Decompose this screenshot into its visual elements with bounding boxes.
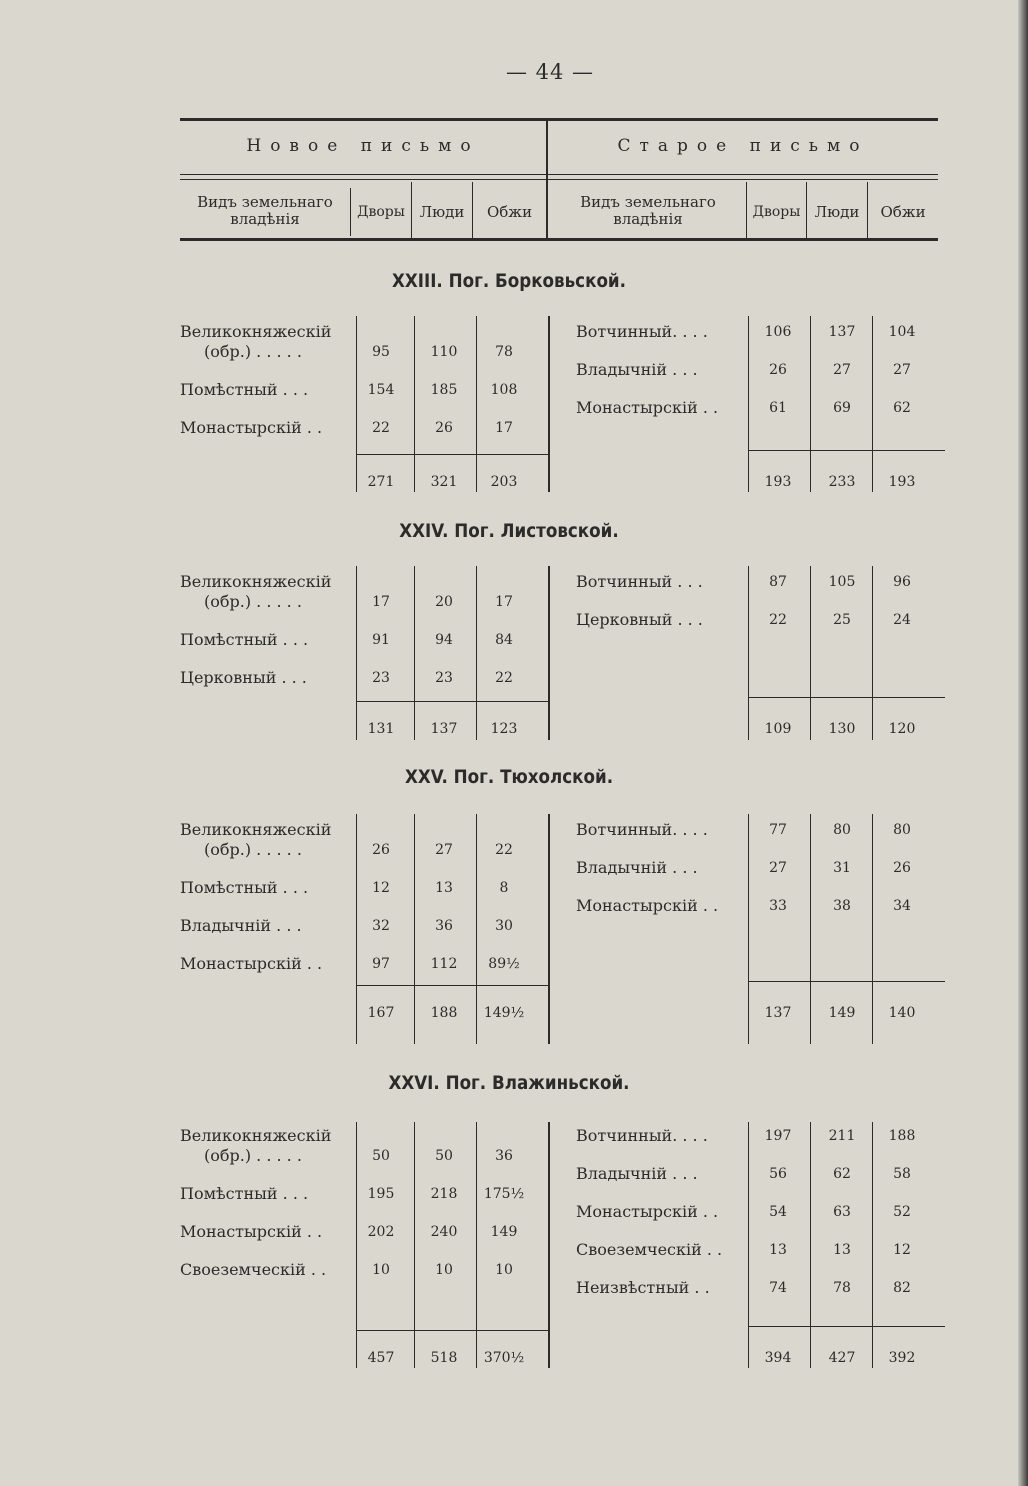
row-label: Великокняжескій	[180, 572, 332, 591]
column-rule	[810, 566, 811, 740]
table-cell: 97	[372, 956, 390, 972]
table-cell: 80	[833, 822, 851, 838]
row-label: Помѣстный . . .	[180, 630, 309, 649]
column-rule	[356, 566, 357, 740]
table-cell: 10	[372, 1262, 390, 1278]
row-label: Монастырскій . .	[576, 896, 719, 915]
table-cell: 78	[495, 344, 513, 360]
table-cell: 80	[893, 822, 911, 838]
row-label: Помѣстный . . .	[180, 1184, 309, 1203]
table-cell: 211	[828, 1128, 856, 1144]
column-rule	[548, 814, 550, 1044]
col-header-type-new: Видъ земельнаго владѣнія	[197, 193, 333, 228]
column-rule	[748, 566, 749, 740]
table-cell: 112	[430, 956, 458, 972]
page-edge	[1018, 0, 1028, 1486]
old-letter-header: Старое письмо	[617, 136, 869, 156]
row-label: (обр.) . . . . .	[204, 1146, 302, 1165]
col-header-obzhi-new: Обжи	[486, 203, 533, 221]
table-header	[180, 118, 938, 244]
table-cell: 62	[833, 1166, 851, 1182]
row-label: Владычній . . .	[180, 916, 302, 935]
table-cell: 8	[499, 880, 509, 896]
table-cell: 25	[833, 612, 851, 628]
table-cell: 58	[893, 1166, 911, 1182]
total-cell: 457	[367, 1350, 395, 1366]
col-header-people-new: Люди	[419, 203, 465, 221]
row-label: Помѣстный . . .	[180, 380, 309, 399]
row-label: (обр.) . . . . .	[204, 840, 302, 859]
total-cell: 271	[367, 474, 395, 490]
section-title: XXIV. Пог. Листовской.	[399, 520, 619, 542]
table-cell: 30	[495, 918, 513, 934]
table-cell: 36	[435, 918, 453, 934]
col-header-yards-new: Дворы	[357, 204, 405, 220]
row-label: Церковный . . .	[180, 668, 307, 687]
table-cell: 96	[893, 574, 911, 590]
table-cell: 33	[769, 898, 787, 914]
column-rule	[810, 1122, 811, 1368]
table-cell: 22	[769, 612, 787, 628]
table-cell: 94	[435, 632, 453, 648]
col-header-type-old: Видъ земельнаго владѣнія	[580, 193, 716, 228]
table-cell: 32	[372, 918, 390, 934]
table-cell: 17	[495, 594, 513, 610]
row-label: Вотчинный. . . .	[576, 322, 708, 341]
table-cell: 62	[893, 400, 911, 416]
total-rule	[357, 701, 548, 702]
total-cell: 149½	[483, 1005, 525, 1021]
total-cell: 203	[490, 474, 518, 490]
total-cell: 233	[828, 474, 856, 490]
table-cell: 12	[372, 880, 390, 896]
total-cell: 394	[764, 1350, 792, 1366]
table-cell: 77	[769, 822, 787, 838]
row-label: Помѣстный . . .	[180, 878, 309, 897]
table-cell: 95	[372, 344, 390, 360]
column-rule	[356, 316, 357, 492]
table-cell: 185	[430, 382, 458, 398]
table-cell: 84	[495, 632, 513, 648]
table-cell: 34	[893, 898, 911, 914]
total-rule	[357, 1330, 548, 1331]
table-cell: 61	[769, 400, 787, 416]
table-cell: 78	[833, 1280, 851, 1296]
table-cell: 154	[367, 382, 395, 398]
table-cell: 63	[833, 1204, 851, 1220]
row-label: Вотчинный. . . .	[576, 1126, 708, 1145]
table-cell: 27	[833, 362, 851, 378]
total-cell: 321	[430, 474, 458, 490]
table-cell: 23	[435, 670, 453, 686]
table-cell: 31	[833, 860, 851, 876]
table-cell: 17	[372, 594, 390, 610]
table-cell: 89½	[488, 956, 520, 972]
page-number: — 44 —	[505, 60, 595, 84]
table-cell: 137	[828, 324, 856, 340]
total-rule	[749, 450, 945, 451]
total-cell: 149	[828, 1005, 856, 1021]
table-cell: 12	[893, 1242, 911, 1258]
col-header-obzhi-old: Обжи	[880, 203, 926, 221]
table-cell: 17	[495, 420, 513, 436]
column-rule	[476, 316, 477, 492]
table-cell: 26	[769, 362, 787, 378]
row-label: Великокняжескій	[180, 322, 332, 341]
row-label: Монастырскій . .	[180, 954, 323, 973]
column-rule	[810, 814, 811, 1044]
table-cell: 106	[764, 324, 792, 340]
row-label: Неизвѣстный . .	[576, 1278, 710, 1297]
total-cell: 109	[764, 721, 792, 737]
total-cell: 370½	[483, 1350, 525, 1366]
total-cell: 137	[430, 721, 458, 737]
table-cell: 175½	[483, 1186, 525, 1202]
table-cell: 110	[430, 344, 458, 360]
row-label: Монастырскій . .	[180, 1222, 323, 1241]
table-cell: 108	[490, 382, 518, 398]
total-cell: 193	[764, 474, 792, 490]
row-label: Вотчинный . . .	[576, 572, 703, 591]
row-label: Владычній . . .	[576, 360, 698, 379]
table-cell: 149	[490, 1224, 518, 1240]
total-rule	[357, 454, 548, 455]
row-label: Великокняжескій	[180, 820, 332, 839]
table-cell: 13	[435, 880, 453, 896]
column-rule	[476, 566, 477, 740]
total-cell: 188	[430, 1005, 458, 1021]
total-cell: 131	[367, 721, 395, 737]
table-cell: 54	[769, 1204, 787, 1220]
column-rule	[810, 316, 811, 492]
table-cell: 24	[893, 612, 911, 628]
table-cell: 69	[833, 400, 851, 416]
section-title: XXVI. Пог. Влажиньской.	[388, 1072, 630, 1094]
table-cell: 27	[769, 860, 787, 876]
total-cell: 123	[490, 721, 518, 737]
table-cell: 26	[893, 860, 911, 876]
table-cell: 22	[372, 420, 390, 436]
table-cell: 195	[367, 1186, 395, 1202]
table-cell: 82	[893, 1280, 911, 1296]
column-rule	[548, 1122, 550, 1368]
table-cell: 22	[495, 670, 513, 686]
table-cell: 22	[495, 842, 513, 858]
table-cell: 50	[372, 1148, 390, 1164]
table-cell: 13	[833, 1242, 851, 1258]
total-cell: 130	[828, 721, 856, 737]
total-cell: 120	[888, 721, 916, 737]
total-rule	[749, 1326, 945, 1327]
section-title: XXIII. Пог. Борковьской.	[391, 270, 626, 292]
row-label: (обр.) . . . . .	[204, 342, 302, 361]
table-cell: 13	[769, 1242, 787, 1258]
column-rule	[548, 316, 550, 492]
table-cell: 20	[435, 594, 453, 610]
table-cell: 26	[372, 842, 390, 858]
table-cell: 36	[495, 1148, 513, 1164]
total-cell: 427	[828, 1350, 856, 1366]
table-cell: 56	[769, 1166, 787, 1182]
table-cell: 218	[430, 1186, 458, 1202]
total-cell: 392	[888, 1350, 916, 1366]
row-label: Монастырскій . .	[576, 398, 719, 417]
new-letter-header: Новое письмо	[246, 136, 480, 156]
table-cell: 74	[769, 1280, 787, 1296]
row-label: Великокняжескій	[180, 1126, 332, 1145]
row-label: Владычній . . .	[576, 1164, 698, 1183]
table-cell: 50	[435, 1148, 453, 1164]
total-cell: 518	[430, 1350, 458, 1366]
col-header-yards-old: Дворы	[752, 204, 801, 220]
table-cell: 105	[828, 574, 856, 590]
table-cell: 26	[435, 420, 453, 436]
row-label: Церковный . . .	[576, 610, 703, 629]
column-rule	[414, 316, 415, 492]
column-rule	[872, 566, 873, 740]
col-header-people-old: Люди	[814, 203, 860, 221]
row-label: Монастырскій . .	[180, 418, 323, 437]
total-cell: 137	[764, 1005, 792, 1021]
table-cell: 91	[372, 632, 390, 648]
row-label: (обр.) . . . . .	[204, 592, 302, 611]
table-cell: 38	[833, 898, 851, 914]
table-cell: 52	[893, 1204, 911, 1220]
table-cell: 240	[430, 1224, 458, 1240]
row-label: Монастырскій . .	[576, 1202, 719, 1221]
total-rule	[749, 981, 945, 982]
table-cell: 202	[367, 1224, 395, 1240]
table-cell: 27	[893, 362, 911, 378]
table-cell: 23	[372, 670, 390, 686]
total-rule	[749, 697, 945, 698]
row-label: Своеземческій . .	[180, 1260, 327, 1279]
table-cell: 188	[888, 1128, 916, 1144]
column-rule	[414, 566, 415, 740]
table-cell: 87	[769, 574, 787, 590]
row-label: Своеземческій . .	[576, 1240, 723, 1259]
total-cell: 193	[888, 474, 916, 490]
row-label: Вотчинный. . . .	[576, 820, 708, 839]
table-cell: 104	[888, 324, 916, 340]
table-cell: 10	[435, 1262, 453, 1278]
table-cell: 27	[435, 842, 453, 858]
row-label: Владычній . . .	[576, 858, 698, 877]
column-rule	[548, 566, 550, 740]
total-cell: 140	[888, 1005, 916, 1021]
total-cell: 167	[367, 1005, 395, 1021]
section-title: XXV. Пог. Тюхолской.	[404, 766, 614, 788]
table-cell: 197	[764, 1128, 792, 1144]
total-rule	[357, 985, 548, 986]
table-cell: 10	[495, 1262, 513, 1278]
